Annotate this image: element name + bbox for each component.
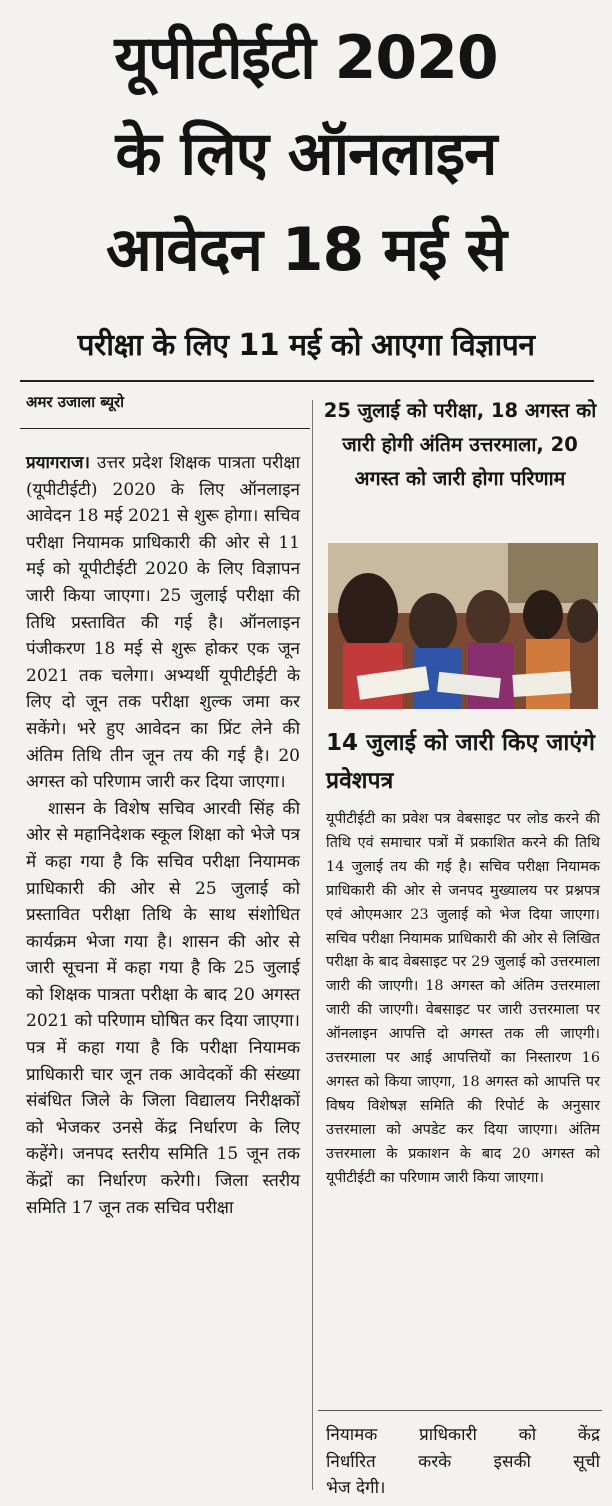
headline-line-3: आवेदन 18 मई से <box>106 215 506 285</box>
right-subheading: 14 जुलाई को जारी किए जाएंगे प्रवेशपत्र <box>326 730 595 794</box>
callout: 25 जुलाई को परीक्षा, 18 अगस्त को जारी होगी अंतिम उत्तरमाला, 20 अगस्त को जारी होगा परिणाम <box>323 399 597 490</box>
left-paragraph-1 <box>26 450 300 796</box>
right-column <box>326 808 600 1191</box>
top-divider <box>20 380 594 382</box>
left-paragraph-1-text: उत्तर प्रदेश शिक्षक पात्रता परीक्षा (यूपीटीईटी) 2020 के लिए ऑनलाइन आवेदन 18 मई 2021 से शुरू होगा। सचिव परीक्षा नियामक प्राधिकारी की ओर से 11 मई को यूपीटीईटी 2020 के लिए विज्ञापन जारी किया जाएगा। 25 जुलाई परीक्षा की तिथि प्रस्तावित की गई है। ऑनलाइन पंजीकरण 18 मई से शुरू होकर एक जून 2021 तक चलेगा। अभ्यर्थी यूपीटीईटी के लिए दो जून तक परीक्षा शुल्क जमा कर सकेंगे। भरे हुए आवेदन का प्रिंट लेने की अंतिम तिथि तीन जून तय की गई है। 20 अगस्त को परिणाम जारी कर दिया जाएगा। <box>26 453 300 793</box>
right-paragraph-1: यूपीटीईटी का प्रवेश पत्र वेबसाइट पर लोड करने की तिथि एवं समाचार पत्रों में प्रकाशित करने की तिथि 14 जुलाई तय की गई है। सचिव परीक्षा नियामक प्राधिकारी की ओर से जनपद मुख्यालय पर प्रश्नपत्र एवं ओएमआर 23 जुलाई को भेज दिया जाएगा। सचिव परीक्षा नियामक प्राधिकारी की ओर से लिखित परीक्षा के बाद वेबसाइट पर 29 जुलाई को उत्तरमाला जारी की जाएगी। 18 अगस्त को अंतिम उत्तरमाला जारी की जाएगी। वेबसाइट पर जारी उत्तरमाला पर ऑनलाइन आपत्ति दो अगस्त तक ली जाएगी। उत्तरमाला पर आई आपत्तियों का निस्तारण 16 अगस्त को किया जाएगा, 18 अगस्त को आपत्ति पर विषय विशेषज्ञ समिति की रिपोर्ट के अनुसार उत्तरमाला को अपडेट कर दिया जाएगा। अंतिम उत्तरमाला के प्रकाशन के बाद 20 अगस्त को यूपीटीईटी का परिणाम जारी किया जाएगा। <box>326 811 600 1186</box>
subheadline: परीक्षा के लिए 11 मई को आएगा विज्ञापन <box>77 328 535 363</box>
continuation-line-3: भेज देगी। <box>326 1478 386 1499</box>
continuation-line-1: नियामक प्राधिकारी को केंद्र <box>326 1425 600 1445</box>
byline-underline <box>20 428 310 429</box>
left-paragraph-2: शासन के विशेष सचिव आरवी सिंह की ओर से महानिदेशक स्कूल शिक्षा को भेजे पत्र में कहा गया है कि सचिव परीक्षा नियामक प्राधिकारी की ओर से 25 जुलाई को प्रस्तावित परीक्षा तिथि के साथ संशोधित कार्यक्रम भेजा गया है। शासन की ओर से जारी सूचना में कहा गया है कि 25 जुलाई को शिक्षक पात्रता परीक्षा के बाद 20 अगस्त 2021 को परिणाम घोषित कर दिया जाएगा। पत्र में कहा गया है कि परीक्षा नियामक प्राधिकारी चार जून तक आवेदकों की संख्या संबंधित जिले के जिला विद्यालय निरीक्षकों को भेजकर उनसे केंद्र निर्धारण के लिए कहेंगे। जनपद स्तरीय समिति 15 जून तक केंद्रों का निर्धारण करेगी। जिला स्तरीय समिति 17 जून तक सचिव परीक्षा <box>26 798 300 1218</box>
byline: अमर उजाला ब्यूरो <box>26 393 125 411</box>
left-column <box>26 450 300 1221</box>
headline-line-1: यूपीटीईटी 2020 <box>114 23 498 93</box>
right-bottom-divider <box>318 1410 602 1411</box>
right-continuation <box>326 1422 600 1502</box>
students-photo <box>328 543 598 709</box>
headline <box>0 10 612 298</box>
dateline: प्रयागराज। <box>26 453 90 473</box>
photo-illustration <box>328 543 598 709</box>
headline-line-2: के लिए ऑनलाइन <box>115 119 497 189</box>
continuation-line-2: निर्धारित करके इसकी सूची <box>326 1451 600 1472</box>
column-divider <box>312 400 313 1490</box>
